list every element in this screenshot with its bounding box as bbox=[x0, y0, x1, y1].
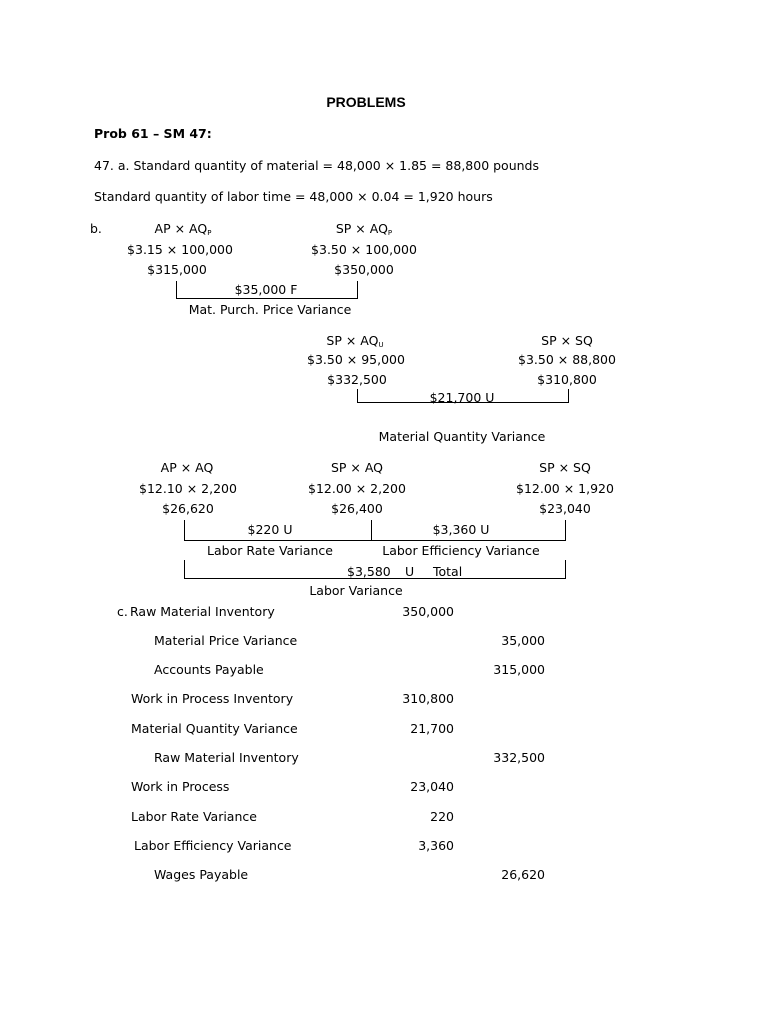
labor-bracket-left bbox=[184, 520, 185, 540]
mat-price-col2-head: SP × $AQ_P$ bbox=[335, 221, 393, 237]
entry-credit: 26,620 bbox=[501, 867, 545, 882]
mat-price-variance: $35,000 F bbox=[234, 282, 298, 297]
mat-price-bracket-left bbox=[176, 281, 177, 299]
entry-account: Work in Process bbox=[131, 779, 230, 794]
labor-rate-variance: $220 U bbox=[247, 522, 293, 537]
labor-total-bracket-right bbox=[565, 560, 566, 579]
mat-qty-col1-head: SP × $AQ_U$ bbox=[326, 333, 384, 349]
entry-debit: 21,700 bbox=[410, 721, 454, 736]
entry-debit: 23,040 bbox=[410, 779, 454, 794]
labor-bracket-middle bbox=[371, 520, 372, 540]
entry-account: Work in Process Inventory bbox=[131, 691, 294, 706]
labor-col1-calc: $12.10 × 2,200 bbox=[139, 481, 237, 496]
labor-col1-head: AP × AQ bbox=[160, 460, 214, 475]
mat-price-col1-calc: $3.15 × 100,000 bbox=[127, 242, 233, 257]
labor-efficiency-variance-name: Labor Efficiency Variance bbox=[382, 543, 540, 558]
entry-account: Wages Payable bbox=[154, 867, 249, 882]
mat-price-bracket-bottom bbox=[176, 298, 358, 299]
labor-rate-variance-name: Labor Rate Variance bbox=[207, 543, 333, 558]
mat-qty-bracket-right bbox=[568, 389, 569, 403]
mat-qty-bracket-left bbox=[357, 389, 358, 403]
mat-price-variance-name: Mat. Purch. Price Variance bbox=[188, 302, 352, 317]
mat-qty-col2-calc: $3.50 × 88,800 bbox=[518, 352, 616, 367]
entry-account: Material Price Variance bbox=[154, 633, 298, 648]
labor-col2-total: $26,400 bbox=[331, 501, 383, 516]
entry-credit: 315,000 bbox=[493, 662, 545, 677]
problem-label: Prob 61 – SM 47: bbox=[94, 126, 212, 141]
entry-debit: 350,000 bbox=[402, 604, 454, 619]
labor-total-u: U bbox=[405, 564, 415, 579]
labor-bracket-bottom bbox=[184, 540, 566, 541]
labor-efficiency-variance: $3,360 U bbox=[432, 522, 490, 537]
mat-price-bracket-right bbox=[357, 281, 358, 299]
labor-total-bracket-left bbox=[184, 560, 185, 579]
labor-total-amount: $3,580 bbox=[347, 564, 391, 579]
entry-account: Raw Material Inventory bbox=[154, 750, 299, 765]
entry-account: Material Quantity Variance bbox=[131, 721, 298, 736]
mat-price-col1-total: $315,000 bbox=[147, 262, 207, 277]
entry-account: Accounts Payable bbox=[154, 662, 264, 677]
mat-price-col1-head: AP × $AQ_P$ bbox=[154, 221, 212, 237]
entry-debit: 3,360 bbox=[418, 838, 454, 853]
entry-debit: 220 bbox=[430, 809, 454, 824]
labor-total-variance-name: Labor Variance bbox=[309, 583, 403, 598]
labor-col3-total: $23,040 bbox=[539, 501, 591, 516]
mat-qty-variance: $21,700 U bbox=[429, 390, 495, 405]
part-b-label: b. bbox=[90, 221, 102, 236]
mat-price-col2-total: $350,000 bbox=[334, 262, 394, 277]
entry-credit: 332,500 bbox=[493, 750, 545, 765]
labor-total-word: Total bbox=[433, 564, 463, 579]
mat-qty-col2-total: $310,800 bbox=[537, 372, 597, 387]
entry-debit: 310,800 bbox=[402, 691, 454, 706]
part-c-label: c. bbox=[117, 604, 128, 619]
mat-qty-variance-name: Material Quantity Variance bbox=[378, 429, 546, 444]
labor-col3-head: SP × SQ bbox=[539, 460, 591, 475]
labor-col2-head: SP × AQ bbox=[330, 460, 384, 475]
page-title: PROBLEMS bbox=[326, 94, 406, 110]
entry-account: Labor Rate Variance bbox=[131, 809, 257, 824]
labor-bracket-right bbox=[565, 520, 566, 540]
part-a-line-2: Standard quantity of labor time = 48,000 × 0.04 = 1,920 hours bbox=[94, 189, 493, 204]
entry-account: Labor Efficiency Variance bbox=[134, 838, 292, 853]
mat-price-col2-calc: $3.50 × 100,000 bbox=[311, 242, 417, 257]
labor-col1-total: $26,620 bbox=[162, 501, 214, 516]
entry-credit: 35,000 bbox=[501, 633, 545, 648]
mat-qty-col1-total: $332,500 bbox=[327, 372, 387, 387]
mat-qty-col2-head: SP × SQ bbox=[541, 333, 593, 348]
mat-qty-col1-calc: $3.50 × 95,000 bbox=[307, 352, 405, 367]
labor-col2-calc: $12.00 × 2,200 bbox=[308, 481, 406, 496]
entry-account: Raw Material Inventory bbox=[130, 604, 275, 619]
labor-col3-calc: $12.00 × 1,920 bbox=[516, 481, 614, 496]
part-a-line-1: 47. a. Standard quantity of material = 48,000 × 1.85 = 88,800 pounds bbox=[94, 158, 539, 173]
